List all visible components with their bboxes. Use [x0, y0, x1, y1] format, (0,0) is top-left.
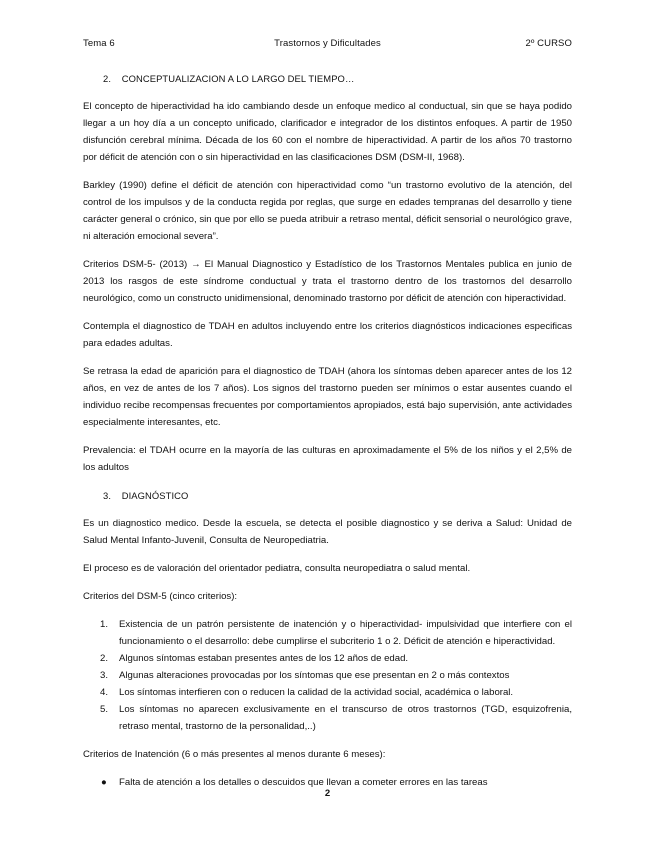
- list-item-text: Falta de atención a los detalles o descuidos que llevan a cometer errores en las tareas: [119, 777, 488, 788]
- bullet-icon: ●: [101, 777, 107, 788]
- list-item-text: Existencia de un patrón persistente de inatención y o hiperactividad- impulsividad que interfiere con el funcionamiento o el desarrollo: debe cumplirse el subcriterio 1 o 2. Déficit de atención e hiperactividad.: [119, 619, 572, 647]
- page-number: 2: [324, 788, 331, 799]
- list-item: [83, 684, 572, 701]
- section-title: DIAGNÓSTICO: [121, 490, 189, 501]
- list-item: [83, 616, 572, 650]
- list-number: 3.: [100, 670, 109, 681]
- paragraph-medical-diagnosis: Es un diagnostico medico. Desde la escuela, se detecta el posible diagnostico y se deriva a Salud: Unidad de Salud Mental Infanto-Juvenil, Consulta de Neuropediatria.: [83, 518, 572, 546]
- list-number: 4.: [100, 687, 109, 698]
- header-course: 2º CURSO: [525, 38, 572, 49]
- header-title: Trastornos y Dificultades: [274, 38, 381, 49]
- header-topic: Tema 6: [83, 38, 115, 49]
- paragraph-assessment-process: El proceso es de valoración del orientador pediatra, consulta neuropediatra o salud mental.: [83, 563, 471, 574]
- list-item-text: Algunos síntomas estaban presentes antes de los 12 años de edad.: [119, 653, 409, 664]
- paragraph-onset-age: Se retrasa la edad de aparición para el diagnostico de TDAH (ahora los síntomas deben aparecer antes de los 12 años, en vez de antes de los 7 años). Los signos del trastorno pueden ser mínimos o estar ausentes cuando el individuo recibe recompensas frecuentes por comportamientos apropiados, está bajo supervisión, ante actividades especialmente interesantes, etc.: [83, 366, 572, 428]
- document-body: [83, 70, 572, 791]
- list-item: [83, 650, 572, 667]
- section-heading-conceptualization: [103, 70, 572, 87]
- paragraph-barkley-definition: Barkley (1990) define el déficit de atención con hiperactividad como “un trastorno evolutivo de la atención, del control de los impulsos y de la conducta regida por reglas, que surge en edades tempranas del desarrollo y tiene carácter general o crónico, sin que por ello se pueda atribuir a retraso mental, déficit sensorial o neurológico grave, ni alteración emocional severa”.: [83, 180, 572, 242]
- section-number: 2.: [103, 73, 112, 84]
- dsm5-criteria-list: [83, 616, 572, 735]
- list-item-text: Los síntomas no aparecen exclusivamente en el transcurso de otros trastornos (TGD, esquizofrenia, retraso mental, trastorno de la personalidad,..): [119, 704, 572, 732]
- paragraph-history: El concepto de hiperactividad ha ido cambiando desde un enfoque medico al conductual, sin que se haya podido llegar a un hoy día a un concepto unificado, clarificador e integrador de los distintos enfoques. A partir de 1950 disfunción cerebral mínima. Década de los 60 con el nombre de hiperactividad. A partir de los años 70 trastorno por déficit de atención con o sin hiperactividad en las clasificaciones DSM (DSM-II, 1968).: [83, 101, 572, 163]
- paragraph-inattention-heading: Criterios de Inatención (6 o más presentes al menos durante 6 meses):: [83, 749, 386, 760]
- section-number: 3.: [103, 490, 112, 501]
- list-item: [83, 701, 572, 735]
- list-item-text: Algunas alteraciones provocadas por los síntomas que ese presentan en 2 o más contextos: [119, 670, 510, 681]
- section-heading-diagnosis: [103, 487, 572, 504]
- paragraph-criteria-intro: Criterios del DSM-5 (cinco criterios):: [83, 591, 238, 602]
- list-number: 5.: [100, 704, 109, 715]
- paragraph-dsm5: Criterios DSM-5- (2013) → El Manual Diagnostico y Estadístico de los Trastornos Mentales publica en junio de 2013 los rasgos de este síndrome conductual y trata el trastorno dentro de los trastornos del desarrollo neurológico, como un constructo unidimensional, denominado trastorno por déficit de atención con hiperactividad.: [83, 259, 572, 304]
- paragraph-adults: Contempla el diagnostico de TDAH en adultos incluyendo entre los criterios diagnósticos indicaciones especificas para edades adultas.: [83, 321, 572, 349]
- list-number: 1.: [100, 619, 109, 630]
- paragraph-prevalence: Prevalencia: el TDAH ocurre en la mayoría de las culturas en aproximadamente el 5% de los niños y el 2,5% de los adultos: [83, 445, 572, 473]
- list-item: [83, 667, 572, 684]
- list-number: 2.: [100, 653, 109, 664]
- list-item-text: Los síntomas interfieren con o reducen la calidad de la actividad social, académica o laboral.: [119, 687, 514, 698]
- section-title: CONCEPTUALIZACION A LO LARGO DEL TIEMPO…: [121, 73, 355, 84]
